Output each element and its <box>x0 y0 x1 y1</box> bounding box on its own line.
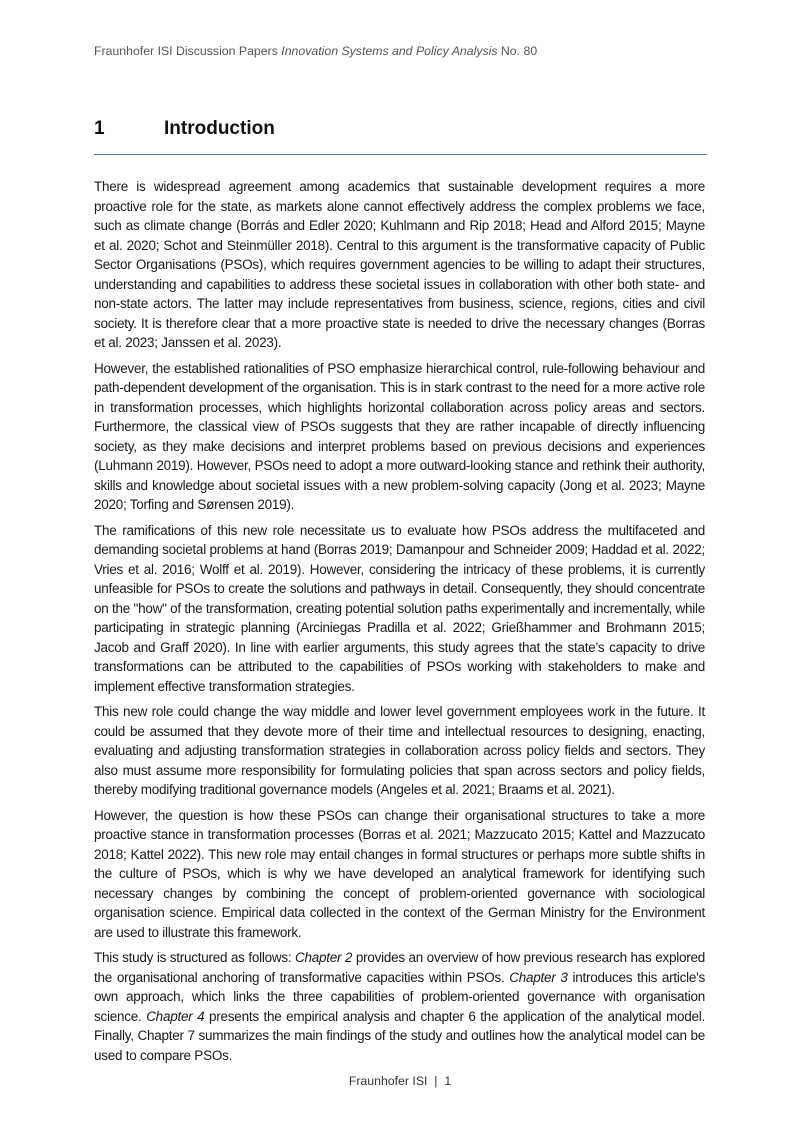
paragraph-5: However, the question is how these PSOs can change their organisational structures to take a more proactive stance in transformation processes (Borras et al. 2021; Mazzucato 2015; Kattel and Mazzucato 2018; Kattel 2022). This new role may entail changes in formal structures or perhaps more subtle shifts in the culture of PSOs, which is why we have developed an analytical framework for identifying such necessary changes by combining the concept of problem-oriented governance with sociological organisation science. Empirical data collected in the context of the German Ministry for the Environment are used to illustrate this framework. <box>94 807 705 940</box>
chapter-4-ref: Chapter 4 <box>146 1008 205 1024</box>
paragraph-6 <box>94 948 705 1065</box>
running-header <box>94 44 537 58</box>
header-series: Fraunhofer ISI Discussion Papers <box>94 44 278 58</box>
chapter-title: Introduction <box>164 118 275 139</box>
chapter-heading <box>94 118 707 155</box>
p6-text-4: presents the empirical analysis and chapter 6 the application of the analytical model. Finally, Chapter 7 summarizes the main findings of the study and outlines how the analytical model can be used to compare PSOs. <box>94 1008 705 1063</box>
page-number: 1 <box>444 1074 452 1088</box>
paragraph-3: The ramifications of this new role necessitate us to evaluate how PSOs address the multifaceted and demanding societal problems at hand (Borras 2019; Damanpour and Schneider 2009; Haddad et al. 2022; Vries et al. 2016; Wolff et al. 2019). However, considering the intricacy of these problems, it is currently unfeasible for PSOs to create the solutions and pathways in detail. Consequently, they should concentrate on the "how" of the transformation, creating potential solution paths experimentally and incrementally, while participating in strategic planning (Arciniegas Pradilla et al. 2022; Grießhammer and Brohmann 2015; Jacob and Graff 2020). In line with earlier arguments, this study agrees that the state's capacity to drive transformations can be attributed to the capabilities of PSOs working with stakeholders to make and implement effective transformation strategies. <box>94 522 705 694</box>
paragraph-2: However, the established rationalities of PSO emphasize hierarchical control, rule-following behaviour and path-dependent development of the organisation. This is in stark contrast to the need for a more active role in transformation processes, which highlights horizontal collaboration across policy areas and sectors. Furthermore, the classical view of PSOs suggests that they are rather incapable of directly influencing society, as they make decisions and interpret problems based on previous decisions and experiences (Luhmann 2019). However, PSOs need to adopt a more outward-looking stance and rethink their authority, skills and knowledge about societal issues with a new problem-solving capacity (Jong et al. 2023; Mayne 2020; Torfing and Sørensen 2019). <box>94 360 705 512</box>
header-number: No. 80 <box>500 44 538 58</box>
chapter-3-ref: Chapter 3 <box>509 969 568 985</box>
p6-text-3: introduces this article's own approach, which links the three capabilities of problem-oriented governance with organisation science. <box>94 969 705 1024</box>
footer-separator: | <box>434 1074 438 1088</box>
paragraph-4: This new role could change the way middle and lower level government employees work in the future. It could be assumed that they devote more of their time and intellectual resources to designing, enacting, evaluating and adjusting transformation strategies in collaboration across policy fields and sectors. They also must assume more responsibility for formulating policies that span across sectors and policy fields, thereby modifying traditional governance models (Angeles et al. 2021; Braams et al. 2021). <box>94 704 705 797</box>
footer-org: Fraunhofer ISI <box>348 1074 428 1088</box>
paragraph-1: There is widespread agreement among academics that sustainable development requires a more proactive role for the state, as markets alone cannot effectively address the complex problems we face, such as climate change (Borrás and Edler 2020; Kuhlmann and Rip 2018; Head and Alford 2015; Mayne et al. 2020; Schot and Steinmüller 2018). Central to this argument is the transformative capacity of Public Sector Organisations (PSOs), which requires government agencies to be willing to adapt their structures, understanding and capabilities to address these societal issues in collaboration with other both state- and non-state actors. The latter may include representatives from business, science, regions, cities and civil society. It is therefore clear that a more proactive state is needed to drive the necessary changes (Borras et al. 2023; Janssen et al. 2023). <box>94 179 705 350</box>
p6-text-1: This study is structured as follows: <box>94 950 295 965</box>
header-series-title: Innovation Systems and Policy Analysis <box>281 44 498 58</box>
body-text <box>94 177 705 1071</box>
p6-text-2: provides an overview of how previous research has explored the organisational anchoring of transformative capacities within PSOs. <box>94 950 705 985</box>
page-footer <box>0 1074 800 1088</box>
chapter-2-ref: Chapter 2 <box>294 950 353 965</box>
chapter-number: 1 <box>94 118 105 139</box>
